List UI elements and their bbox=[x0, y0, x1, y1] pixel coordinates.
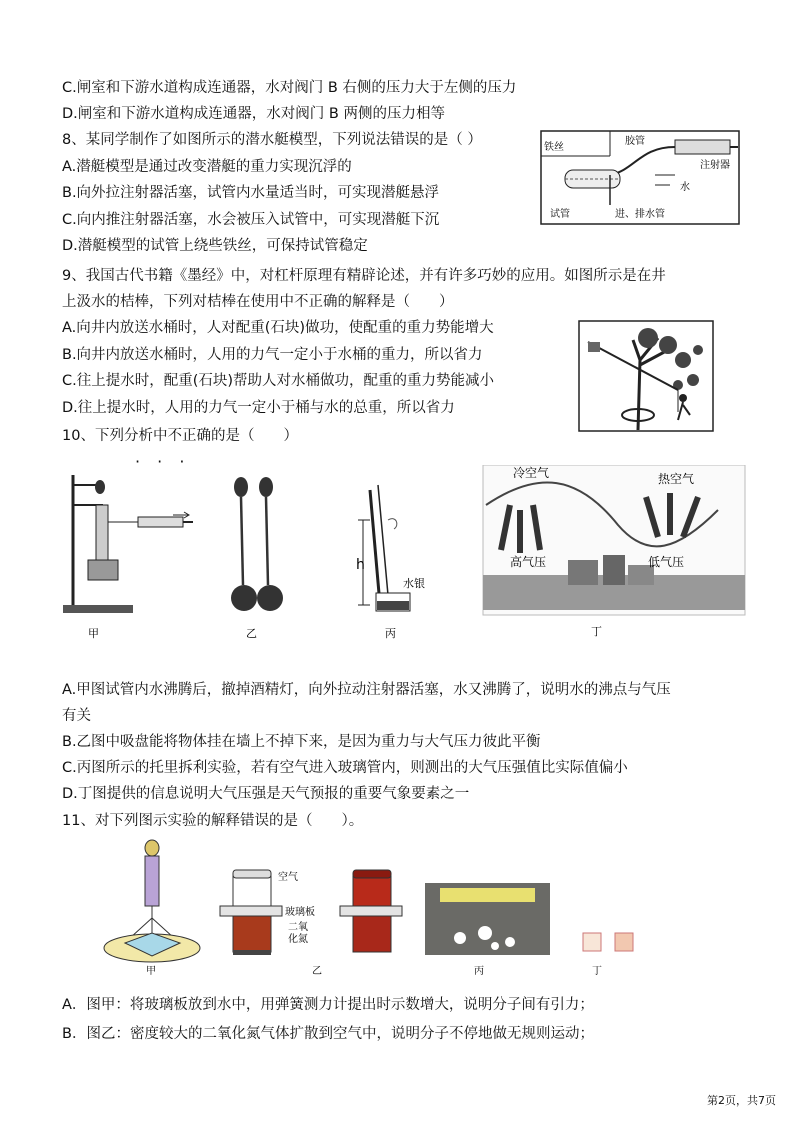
q10-option-a-line1: A.甲图试管内水沸腾后，撤掉酒精灯，向外拉动注射器活塞，水又沸腾了，说明水的沸点与气压 bbox=[62, 682, 671, 698]
q9-option-b: B.向井内放送水桶时，人用的力气一定小于水桶的重力，所以省力 bbox=[62, 347, 483, 363]
q10-stem: 10、下列分析中不正确的是（ ） bbox=[62, 428, 298, 444]
label-mercury: 水银 bbox=[403, 577, 425, 590]
q10-option-d: D.丁图提供的信息说明大气压强是天气预报的重要气象要素之一 bbox=[62, 786, 470, 802]
label-air-a: 空气 bbox=[278, 872, 298, 883]
q9-stem-line1: 9、我国古代书籍《墨经》中，对杠杆原理有精辟论述，并有许多巧妙的应用。如图所示是在井 bbox=[62, 268, 666, 284]
q11-stem: 11、对下列图示实验的解释错误的是（ ）。 bbox=[62, 813, 364, 829]
label-no2-b: 化氮 bbox=[288, 934, 308, 945]
caption-bing-11: 丙 bbox=[474, 966, 484, 977]
q11-option-a: A．图甲：将玻璃板放到水中，用弹簧测力计提出时示数增大，说明分子间有引力； bbox=[62, 997, 594, 1013]
q9-option-c: C.往上提水时，配重(石块)帮助人对水桶做功，配重的重力势能减小 bbox=[62, 373, 495, 389]
label-syringe: 注射器 bbox=[700, 160, 730, 171]
label-glass-plate: 玻璃板 bbox=[285, 907, 315, 918]
figure-yi-diffusion-after bbox=[340, 870, 402, 952]
figure-ding-beakers bbox=[583, 933, 633, 951]
label-inlet-outlet-tube: 进、排水管 bbox=[615, 209, 665, 220]
label-low-pressure: 低气压 bbox=[648, 555, 685, 569]
q10-option-c: C.丙图所示的托里拆利实验，若有空气进入玻璃管内，则测出的大气压强值比实际值偏小 bbox=[62, 760, 628, 776]
well-sweep-figure bbox=[578, 320, 714, 432]
submarine-model-figure bbox=[540, 130, 740, 225]
q7-option-d: D.闸室和下游水道构成连通器，水对阀门 B 两侧的压力相等 bbox=[62, 106, 445, 122]
q11-option-b: B．图乙：密度较大的二氧化氮气体扩散到空气中，说明分子不停地做无规则运动； bbox=[62, 1026, 594, 1042]
figure-yi-suction-cups bbox=[231, 477, 283, 611]
q10-dots: · · · bbox=[135, 452, 191, 471]
label-high-pressure: 高气压 bbox=[510, 555, 547, 569]
label-no2-a: 二氧 bbox=[288, 922, 308, 933]
q10-option-b: B.乙图中吸盘能将物体挂在墙上不掉下来，是因为重力与大气压力彼此平衡 bbox=[62, 734, 541, 750]
figure-bing-torricelli bbox=[358, 485, 410, 611]
label-cold-air: 冷空气 bbox=[513, 466, 550, 480]
q8-option-b: B.向外拉注射器活塞，试管内水量适当时，可实现潜艇悬浮 bbox=[62, 185, 440, 201]
figure-ding-weather bbox=[483, 465, 745, 615]
page-footer: 第2页，共7页 bbox=[707, 1094, 776, 1107]
figure-bing-comb-paper bbox=[425, 883, 550, 955]
label-hot-air: 热空气 bbox=[658, 472, 695, 486]
caption-jia-11: 甲 bbox=[146, 966, 156, 977]
q8-stem: 8、某同学制作了如图所示的潜水艇模型，下列说法错误的是（ ） bbox=[62, 132, 482, 148]
q8-option-a: A.潜艇模型是通过改变潜艇的重力实现沉浮的 bbox=[62, 159, 352, 175]
caption-yi: 乙 bbox=[246, 627, 257, 640]
label-water: 水 bbox=[680, 182, 690, 193]
q7-option-c: C.闸室和下游水道构成连通器，水对阀门 B 右侧的压力大于左侧的压力 bbox=[62, 80, 517, 96]
caption-yi-11: 乙 bbox=[312, 966, 322, 977]
q8-option-c: C.向内推注射器活塞，水会被压入试管中，可实现潜艇下沉 bbox=[62, 212, 440, 228]
q9-stem-line2: 上汲水的桔棒，下列对桔棒在使用中不正确的解释是（ ） bbox=[62, 294, 454, 310]
figure-jia-stand bbox=[63, 475, 193, 613]
label-test-tube: 试管 bbox=[550, 209, 570, 220]
caption-ding: 丁 bbox=[591, 625, 602, 638]
label-iron-wire: 铁丝 bbox=[544, 142, 564, 153]
q10-figures bbox=[58, 465, 748, 650]
q8-option-d: D.潜艇模型的试管上绕些铁丝，可保持试管稳定 bbox=[62, 238, 368, 254]
caption-bing: 丙 bbox=[385, 627, 396, 640]
q11-figures bbox=[100, 838, 660, 978]
q10-option-a-line2: 有关 bbox=[62, 708, 91, 724]
label-h: h bbox=[356, 557, 365, 573]
caption-jia: 甲 bbox=[88, 627, 99, 640]
caption-ding-11: 丁 bbox=[592, 966, 602, 977]
label-rubber-tube: 胶管 bbox=[625, 136, 645, 147]
q9-option-d: D.往上提水时，人用的力气一定小于桶与水的总重，所以省力 bbox=[62, 400, 455, 416]
figure-yi-diffusion-before bbox=[220, 870, 282, 955]
figure-jia-spring-scale bbox=[104, 840, 200, 962]
q9-option-a: A.向井内放送水桶时，人对配重(石块)做功，使配重的重力势能增大 bbox=[62, 320, 494, 336]
